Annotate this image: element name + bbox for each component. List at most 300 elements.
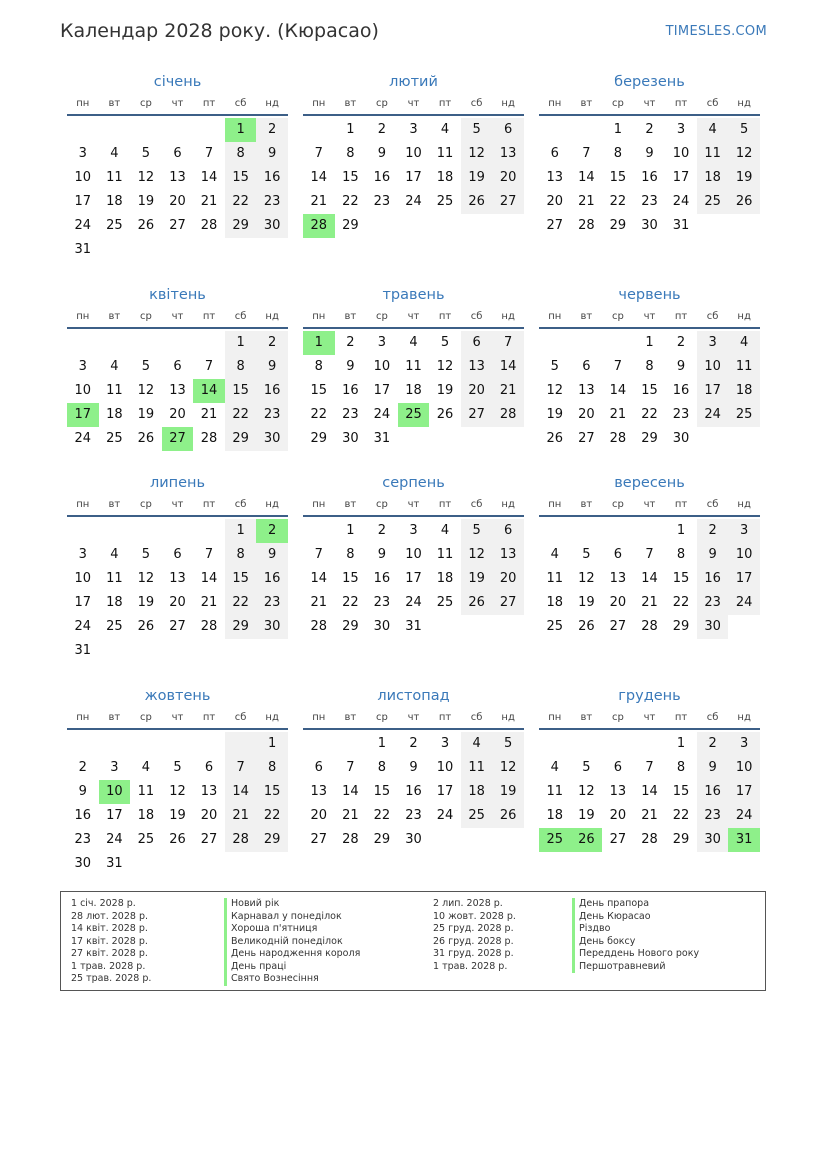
weekday-label: пт bbox=[438, 98, 452, 109]
day-cell: 17 bbox=[728, 567, 760, 591]
day-cell: 5 bbox=[141, 547, 151, 562]
empty-cell bbox=[303, 519, 335, 543]
day-cell: 31 bbox=[74, 643, 92, 658]
day-cell: 31 bbox=[405, 619, 422, 634]
legend-holiday-name: Хороша п'ятниця bbox=[224, 923, 360, 936]
day-cell: 20 bbox=[169, 595, 186, 610]
day-cell: 16 bbox=[74, 808, 92, 823]
day-cell: 24 bbox=[405, 595, 422, 610]
weekday-label: сб bbox=[470, 712, 483, 723]
month-9 bbox=[67, 684, 288, 876]
month-name: липень bbox=[149, 475, 206, 491]
weekday-header bbox=[539, 307, 760, 329]
day-cell: 8 bbox=[676, 760, 686, 775]
day-grid bbox=[67, 331, 288, 451]
day-cell: 13 bbox=[578, 383, 595, 398]
day-cell: 5 bbox=[440, 335, 450, 350]
day-cell: 8 bbox=[377, 760, 387, 775]
day-cell: 22 bbox=[310, 407, 328, 422]
empty-cell bbox=[130, 519, 162, 543]
weekday-label: чт bbox=[407, 311, 420, 322]
weekday-label: сб bbox=[470, 98, 483, 109]
empty-cell bbox=[634, 732, 666, 756]
legend-holiday-name: День народження короля bbox=[224, 948, 360, 961]
day-cell: 6 bbox=[492, 118, 524, 142]
day-cell: 28 bbox=[200, 619, 218, 634]
day-cell: 9 bbox=[256, 543, 288, 567]
weekday-label: вт bbox=[580, 712, 593, 723]
legend-names-right bbox=[572, 898, 699, 973]
weekday-label: сб bbox=[234, 499, 247, 510]
empty-cell bbox=[162, 331, 194, 355]
empty-cell bbox=[162, 852, 194, 876]
day-cell: 19 bbox=[137, 194, 155, 209]
month-1 bbox=[303, 70, 524, 238]
weekday-label: сб bbox=[234, 98, 247, 109]
day-cell: 29 bbox=[373, 832, 391, 847]
empty-cell bbox=[193, 238, 225, 262]
day-cell: 17 bbox=[373, 383, 391, 398]
day-cell: 17 bbox=[405, 571, 422, 586]
month-3 bbox=[67, 283, 288, 451]
legend-holiday-name: День праці bbox=[224, 961, 360, 974]
day-cell: 7 bbox=[314, 146, 323, 161]
month-name: лютий bbox=[389, 74, 438, 90]
day-cell: 4 bbox=[697, 118, 729, 142]
month-2 bbox=[539, 70, 760, 238]
empty-cell bbox=[162, 732, 194, 756]
day-cell: 27 bbox=[609, 832, 627, 847]
day-cell: 10 bbox=[405, 547, 422, 562]
day-cell: 5 bbox=[461, 118, 493, 142]
day-grid bbox=[67, 519, 288, 663]
empty-cell bbox=[162, 639, 194, 663]
day-cell: 3 bbox=[78, 146, 87, 161]
empty-cell bbox=[602, 519, 634, 543]
day-cell: 4 bbox=[440, 122, 450, 137]
weekday-label: вт bbox=[344, 98, 357, 109]
day-cell: 30 bbox=[697, 828, 729, 852]
day-cell: 1 bbox=[676, 523, 686, 538]
empty-cell bbox=[728, 615, 760, 639]
day-cell: 11 bbox=[461, 756, 493, 780]
holiday-legend bbox=[60, 891, 766, 991]
weekday-label: пт bbox=[674, 712, 688, 723]
day-cell: 15 bbox=[310, 383, 328, 398]
day-cell: 18 bbox=[546, 595, 564, 610]
day-cell: 4 bbox=[550, 547, 559, 562]
day-cell: 15 bbox=[373, 784, 391, 799]
empty-cell bbox=[602, 732, 634, 756]
weekday-label: ср bbox=[139, 499, 152, 510]
day-cell: 26 bbox=[461, 190, 493, 214]
empty-cell bbox=[99, 118, 131, 142]
day-cell: 22 bbox=[256, 804, 288, 828]
day-cell: 9 bbox=[78, 784, 87, 799]
empty-cell bbox=[130, 118, 162, 142]
day-cell: 31 bbox=[728, 828, 760, 852]
day-cell: 8 bbox=[346, 547, 355, 562]
day-cell: 17 bbox=[106, 808, 123, 823]
day-cell: 13 bbox=[169, 170, 186, 185]
day-cell: 9 bbox=[346, 359, 355, 374]
empty-cell bbox=[492, 427, 524, 451]
empty-cell bbox=[697, 214, 729, 238]
day-cell: 13 bbox=[492, 543, 524, 567]
month-7 bbox=[303, 471, 524, 639]
day-cell: 15 bbox=[672, 784, 690, 799]
day-cell: 4 bbox=[110, 547, 119, 562]
weekday-label: сб bbox=[470, 499, 483, 510]
day-cell: 19 bbox=[137, 595, 155, 610]
day-cell: 8 bbox=[676, 547, 686, 562]
day-cell: 29 bbox=[256, 828, 288, 852]
day-cell: 2 bbox=[256, 118, 288, 142]
day-cell: 8 bbox=[225, 355, 257, 379]
day-cell: 8 bbox=[225, 142, 257, 166]
weekday-label: пт bbox=[438, 499, 452, 510]
day-cell: 22 bbox=[373, 808, 391, 823]
month-name: березень bbox=[614, 74, 685, 90]
weekday-label: нд bbox=[737, 499, 751, 510]
weekday-header bbox=[67, 708, 288, 730]
day-cell: 7 bbox=[204, 359, 214, 374]
day-cell: 15 bbox=[342, 170, 359, 185]
day-cell: 5 bbox=[141, 359, 151, 374]
day-cell: 7 bbox=[645, 547, 654, 562]
weekday-label: нд bbox=[265, 311, 279, 322]
day-cell: 22 bbox=[342, 194, 359, 209]
day-cell: 13 bbox=[609, 784, 627, 799]
weekday-header bbox=[303, 307, 524, 329]
day-cell: 12 bbox=[461, 142, 493, 166]
day-cell: 7 bbox=[314, 547, 323, 562]
legend-date: 2 лип. 2028 р. bbox=[433, 898, 503, 909]
month-name: травень bbox=[382, 287, 445, 303]
legend-date: 26 груд. 2028 р. bbox=[433, 935, 514, 947]
day-cell: 19 bbox=[578, 808, 595, 823]
day-grid bbox=[303, 118, 524, 238]
day-cell: 14 bbox=[641, 784, 658, 799]
day-cell: 11 bbox=[546, 784, 564, 799]
weekday-label: вт bbox=[108, 311, 121, 322]
day-cell: 28 bbox=[342, 832, 359, 847]
day-cell: 1 bbox=[346, 523, 355, 538]
empty-cell bbox=[67, 118, 99, 142]
empty-cell bbox=[539, 118, 571, 142]
day-cell: 25 bbox=[697, 190, 729, 214]
day-cell: 21 bbox=[200, 194, 218, 209]
day-cell: 16 bbox=[342, 383, 359, 398]
weekday-label: нд bbox=[501, 98, 515, 109]
day-cell: 9 bbox=[377, 547, 387, 562]
empty-cell bbox=[130, 732, 162, 756]
day-cell: 12 bbox=[492, 756, 524, 780]
month-name: грудень bbox=[618, 688, 681, 704]
day-cell: 30 bbox=[74, 856, 92, 871]
empty-cell bbox=[366, 214, 398, 238]
weekday-label: вт bbox=[344, 311, 357, 322]
day-cell: 2 bbox=[78, 760, 87, 775]
month-11 bbox=[539, 684, 760, 852]
legend-holiday-name: Свято Вознесіння bbox=[224, 973, 360, 986]
day-cell: 26 bbox=[728, 190, 760, 214]
day-cell: 12 bbox=[137, 571, 155, 586]
weekday-label: пт bbox=[674, 311, 688, 322]
month-6 bbox=[67, 471, 288, 663]
empty-cell bbox=[492, 828, 524, 852]
day-cell: 21 bbox=[342, 808, 359, 823]
empty-cell bbox=[130, 238, 162, 262]
day-cell: 4 bbox=[409, 335, 418, 350]
site-link[interactable]: TIMESLES.COM bbox=[665, 24, 767, 39]
weekday-label: пт bbox=[202, 98, 216, 109]
month-name: вересень bbox=[614, 475, 685, 491]
weekday-label: ср bbox=[375, 311, 388, 322]
day-cell: 30 bbox=[405, 832, 422, 847]
day-cell: 23 bbox=[74, 832, 92, 847]
day-cell: 19 bbox=[728, 166, 760, 190]
day-cell: 21 bbox=[310, 595, 328, 610]
day-cell: 1 bbox=[225, 331, 257, 355]
weekday-label: ср bbox=[375, 499, 388, 510]
day-cell: 29 bbox=[342, 619, 359, 634]
day-cell: 9 bbox=[256, 142, 288, 166]
day-cell: 20 bbox=[578, 407, 595, 422]
day-cell: 16 bbox=[373, 170, 391, 185]
weekday-label: нд bbox=[265, 499, 279, 510]
day-cell: 20 bbox=[609, 595, 627, 610]
day-cell: 29 bbox=[672, 832, 690, 847]
empty-cell bbox=[429, 828, 461, 852]
day-grid bbox=[303, 331, 524, 451]
day-cell: 5 bbox=[728, 118, 760, 142]
day-cell: 19 bbox=[436, 383, 454, 398]
day-cell: 9 bbox=[256, 355, 288, 379]
day-grid bbox=[539, 519, 760, 639]
day-cell: 21 bbox=[578, 194, 595, 209]
empty-cell bbox=[193, 639, 225, 663]
empty-cell bbox=[398, 214, 430, 238]
day-cell: 10 bbox=[672, 146, 690, 161]
day-cell: 25 bbox=[137, 832, 155, 847]
day-cell: 23 bbox=[342, 407, 359, 422]
day-cell: 27 bbox=[546, 218, 564, 233]
day-cell: 16 bbox=[256, 166, 288, 190]
day-cell: 24 bbox=[697, 403, 729, 427]
weekday-label: пт bbox=[674, 98, 688, 109]
day-cell: 12 bbox=[461, 543, 493, 567]
month-name: жовтень bbox=[144, 688, 211, 704]
empty-cell bbox=[99, 639, 131, 663]
month-8 bbox=[539, 471, 760, 639]
legend-date: 14 квіт. 2028 р. bbox=[71, 923, 148, 934]
day-cell: 13 bbox=[609, 571, 627, 586]
month-10 bbox=[303, 684, 524, 852]
weekday-label: пн bbox=[548, 712, 562, 723]
legend-date: 10 жовт. 2028 р. bbox=[433, 910, 516, 922]
day-cell: 6 bbox=[550, 146, 559, 161]
day-cell: 24 bbox=[405, 194, 422, 209]
weekday-label: ср bbox=[139, 311, 152, 322]
weekday-label: вт bbox=[580, 311, 593, 322]
weekday-header bbox=[303, 495, 524, 517]
day-cell: 7 bbox=[645, 760, 654, 775]
empty-cell bbox=[193, 852, 225, 876]
day-cell: 1 bbox=[377, 736, 387, 751]
day-cell: 27 bbox=[609, 619, 627, 634]
day-cell: 2 bbox=[377, 122, 387, 137]
day-cell: 25 bbox=[106, 619, 123, 634]
weekday-label: сб bbox=[234, 712, 247, 723]
day-cell: 26 bbox=[436, 407, 454, 422]
empty-cell bbox=[193, 732, 225, 756]
weekday-label: чт bbox=[643, 712, 656, 723]
day-cell: 2 bbox=[697, 732, 729, 756]
day-cell: 10 bbox=[728, 756, 760, 780]
day-grid bbox=[303, 519, 524, 639]
day-cell: 7 bbox=[582, 146, 591, 161]
empty-cell bbox=[571, 732, 603, 756]
day-cell: 2 bbox=[676, 335, 686, 350]
day-cell: 11 bbox=[405, 359, 422, 374]
day-cell: 28 bbox=[492, 403, 524, 427]
day-cell: 5 bbox=[582, 547, 591, 562]
day-cell: 8 bbox=[645, 359, 654, 374]
day-cell: 6 bbox=[204, 760, 214, 775]
day-cell: 24 bbox=[728, 591, 760, 615]
day-cell: 7 bbox=[225, 756, 257, 780]
day-cell: 13 bbox=[169, 383, 186, 398]
weekday-label: пн bbox=[76, 98, 90, 109]
day-cell: 13 bbox=[492, 142, 524, 166]
day-cell: 11 bbox=[728, 355, 760, 379]
weekday-label: пн bbox=[312, 499, 326, 510]
day-cell: 26 bbox=[546, 431, 564, 446]
legend-dates-left bbox=[71, 898, 151, 986]
empty-cell bbox=[429, 615, 461, 639]
month-name: серпень bbox=[382, 475, 445, 491]
day-cell: 13 bbox=[546, 170, 564, 185]
day-cell: 29 bbox=[310, 431, 328, 446]
day-cell: 29 bbox=[225, 615, 257, 639]
day-cell: 31 bbox=[373, 431, 391, 446]
day-cell: 14 bbox=[641, 571, 658, 586]
day-cell: 23 bbox=[256, 591, 288, 615]
day-cell: 30 bbox=[641, 218, 658, 233]
day-cell: 18 bbox=[137, 808, 155, 823]
empty-cell bbox=[303, 732, 335, 756]
day-cell: 28 bbox=[641, 619, 658, 634]
legend-holiday-name: Карнавал у понеділок bbox=[224, 911, 360, 924]
day-cell: 8 bbox=[256, 756, 288, 780]
day-cell: 6 bbox=[173, 359, 182, 374]
day-cell: 2 bbox=[377, 523, 387, 538]
empty-cell bbox=[571, 331, 603, 355]
empty-cell bbox=[256, 238, 288, 262]
weekday-label: пн bbox=[76, 499, 90, 510]
day-cell: 7 bbox=[492, 331, 524, 355]
day-cell: 22 bbox=[225, 403, 257, 427]
weekday-label: нд bbox=[737, 311, 751, 322]
day-cell: 22 bbox=[641, 407, 658, 422]
day-cell: 23 bbox=[641, 194, 658, 209]
day-cell: 27 bbox=[169, 619, 186, 634]
weekday-label: пт bbox=[202, 712, 216, 723]
day-cell: 21 bbox=[641, 595, 658, 610]
weekday-label: нд bbox=[265, 712, 279, 723]
weekday-header bbox=[303, 708, 524, 730]
day-cell: 25 bbox=[106, 218, 123, 233]
empty-cell bbox=[162, 519, 194, 543]
weekday-label: сб bbox=[470, 311, 483, 322]
day-cell: 10 bbox=[405, 146, 422, 161]
day-cell: 9 bbox=[697, 543, 729, 567]
day-cell: 10 bbox=[74, 571, 92, 586]
day-cell: 26 bbox=[492, 804, 524, 828]
legend-date: 28 лют. 2028 р. bbox=[71, 910, 148, 922]
day-cell: 23 bbox=[256, 403, 288, 427]
day-grid bbox=[539, 732, 760, 852]
day-cell: 14 bbox=[200, 571, 218, 586]
day-cell: 7 bbox=[346, 760, 355, 775]
day-cell: 27 bbox=[492, 591, 524, 615]
day-cell: 29 bbox=[225, 214, 257, 238]
day-cell: 24 bbox=[436, 808, 454, 823]
day-cell: 24 bbox=[106, 832, 123, 847]
day-cell: 6 bbox=[492, 519, 524, 543]
day-cell: 22 bbox=[672, 595, 690, 610]
month-name: квітень bbox=[149, 287, 206, 303]
day-cell: 4 bbox=[728, 331, 760, 355]
day-cell: 16 bbox=[256, 379, 288, 403]
weekday-label: ср bbox=[611, 98, 624, 109]
day-cell: 2 bbox=[346, 335, 355, 350]
day-cell: 30 bbox=[672, 431, 690, 446]
day-cell: 1 bbox=[645, 335, 654, 350]
day-cell: 20 bbox=[492, 166, 524, 190]
day-cell: 28 bbox=[641, 832, 658, 847]
day-cell: 24 bbox=[74, 619, 92, 634]
day-cell: 30 bbox=[697, 615, 729, 639]
day-cell: 20 bbox=[609, 808, 627, 823]
day-cell: 20 bbox=[169, 194, 186, 209]
empty-cell bbox=[130, 852, 162, 876]
day-cell: 26 bbox=[169, 832, 186, 847]
day-cell: 26 bbox=[461, 591, 493, 615]
day-cell: 14 bbox=[310, 571, 328, 586]
day-cell: 24 bbox=[74, 218, 92, 233]
day-cell: 14 bbox=[193, 379, 225, 403]
day-cell: 18 bbox=[106, 194, 123, 209]
empty-cell bbox=[99, 732, 131, 756]
day-cell: 1 bbox=[225, 118, 257, 142]
day-cell: 4 bbox=[461, 732, 493, 756]
day-cell: 3 bbox=[409, 122, 418, 137]
day-cell: 12 bbox=[137, 383, 155, 398]
day-cell: 25 bbox=[461, 804, 493, 828]
day-cell: 12 bbox=[436, 359, 454, 374]
day-cell: 14 bbox=[225, 780, 257, 804]
day-cell: 23 bbox=[697, 804, 729, 828]
day-cell: 17 bbox=[728, 780, 760, 804]
day-cell: 29 bbox=[672, 619, 690, 634]
day-cell: 26 bbox=[137, 619, 155, 634]
day-cell: 14 bbox=[310, 170, 328, 185]
weekday-label: пн bbox=[312, 98, 326, 109]
weekday-label: чт bbox=[643, 98, 656, 109]
day-cell: 5 bbox=[141, 146, 151, 161]
